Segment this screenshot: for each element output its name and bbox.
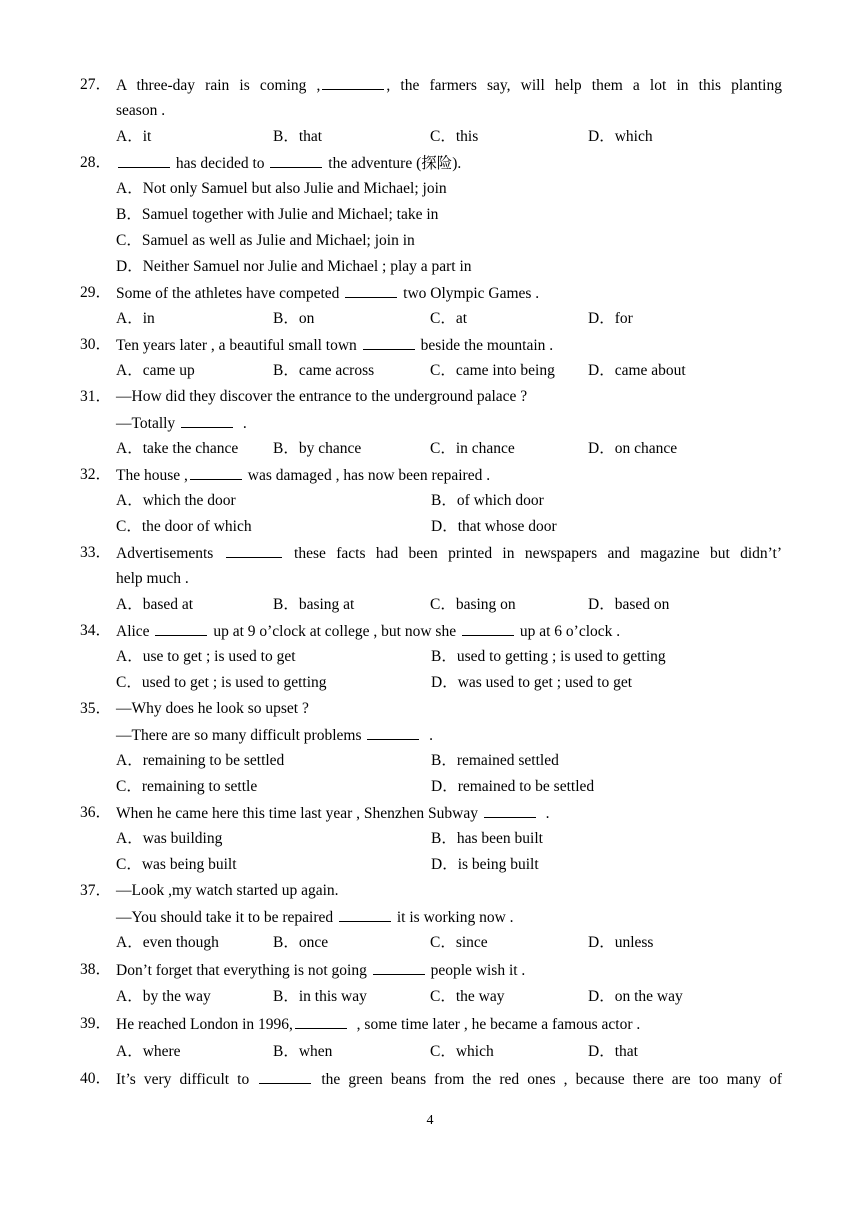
question-37-option-a: A．even though	[116, 934, 219, 951]
question-35-line-2	[116, 725, 433, 746]
answer-blank	[462, 621, 514, 636]
question-27-stem-part-1: A three-day rain is coming ,	[116, 77, 321, 94]
question-27-option-d: D．which	[588, 128, 653, 145]
question-31-option-d: D．on chance	[588, 440, 678, 457]
question-30-number: 30．	[80, 336, 112, 353]
question-34-option-c: C．used to get ; is used to getting	[116, 674, 327, 691]
question-30-stem	[116, 335, 553, 356]
question-33-stem	[116, 543, 782, 564]
question-27-number: 27．	[80, 76, 112, 93]
question-28-stem	[116, 153, 461, 174]
question-37-number: 37．	[80, 882, 112, 899]
question-31-line-2-part-2: .	[242, 415, 247, 432]
question-38-number: 38．	[80, 961, 112, 978]
question-34-number: 34．	[80, 622, 112, 639]
question-34-option-d: D．was used to get ; used to get	[431, 674, 633, 691]
question-31-option-a: A．take the chance	[116, 440, 239, 457]
answer-blank	[118, 153, 170, 168]
question-31-line-2-part-1: —Totally	[116, 415, 176, 432]
question-38-option-d: D．on the way	[588, 988, 683, 1005]
question-28-option-b: B．Samuel together with Julie and Michael; take in	[116, 206, 439, 223]
answer-blank	[295, 1014, 347, 1029]
question-28-option-a: A．Not only Samuel but also Julie and Michael; join	[116, 180, 447, 197]
question-37-option-d: D．unless	[588, 934, 654, 951]
question-36-option-a: A．was building	[116, 830, 223, 847]
question-28-option-d: D．Neither Samuel nor Julie and Michael ; play a part in	[116, 258, 472, 275]
question-38-stem-part-2: people wish it .	[430, 962, 526, 979]
question-30-stem-part-2: beside the mountain .	[420, 337, 554, 354]
question-39-option-a: A．where	[116, 1043, 181, 1060]
answer-blank	[190, 465, 242, 480]
answer-blank	[259, 1069, 311, 1084]
question-27-option-b: B．that	[273, 128, 323, 145]
question-34-option-a: A．use to get ; is used to get	[116, 648, 296, 665]
question-27-option-c: C．this	[430, 128, 479, 145]
question-35-option-c: C．remaining to settle	[116, 778, 258, 795]
question-27-stem-continued: season .	[116, 102, 166, 119]
question-29-stem-part-2: two Olympic Games .	[403, 285, 540, 302]
answer-blank	[367, 725, 419, 740]
question-35-line-2-part-2: .	[429, 727, 433, 744]
answer-blank	[226, 543, 282, 558]
question-40-stem	[116, 1069, 782, 1090]
question-33-stem-part-1: Advertisements	[116, 545, 214, 562]
question-32-stem-part-2: was damaged , has now been repaired .	[247, 467, 491, 484]
question-31-line-2	[116, 413, 247, 434]
answer-blank	[363, 335, 415, 350]
question-34-stem-part-1: Alice	[116, 623, 150, 640]
question-38-stem	[116, 960, 525, 981]
question-38-stem-part-1: Don’t forget that everything is not going	[116, 962, 367, 979]
question-28-option-c: C．Samuel as well as Julie and Michael; join in	[116, 232, 415, 249]
question-35-number: 35．	[80, 700, 112, 717]
question-32-option-a: A．which the door	[116, 492, 236, 509]
question-36-number: 36．	[80, 804, 112, 821]
question-34-option-b: B．used to getting ; is used to getting	[431, 648, 666, 665]
question-28-stem-part-1: has decided to	[175, 155, 265, 172]
question-27-option-a: A．it	[116, 128, 152, 145]
question-31-line-1: —How did they discover the entrance to the underground palace ?	[116, 388, 528, 405]
question-33-option-a: A．based at	[116, 596, 194, 613]
question-32-option-b: B．of which door	[431, 492, 544, 509]
question-30-option-a: A．came up	[116, 362, 195, 379]
question-34-stem-part-2: up at 9 o’clock at college , but now she	[213, 623, 457, 640]
question-31-number: 31．	[80, 388, 112, 405]
question-30-option-d: D．came about	[588, 362, 686, 379]
question-32-option-d: D．that whose door	[431, 518, 557, 535]
question-39-option-c: C．which	[430, 1043, 494, 1060]
question-34-stem	[116, 621, 620, 642]
question-40-stem-part-2: the green beans from the red ones , because there are too many of	[321, 1071, 782, 1088]
question-28-stem-part-2: the adventure (探险).	[328, 155, 462, 172]
question-33-stem-part-2: these facts had been printed in newspapers and magazine but didn’t’	[294, 545, 783, 562]
question-37-line-2-part-2: it is working now .	[396, 909, 514, 926]
question-35-line-2-part-1: —There are so many difficult problems	[116, 727, 362, 744]
question-37-line-2-part-1: —You should take it to be repaired	[116, 909, 334, 926]
answer-blank	[155, 621, 207, 636]
question-31-option-c: C．in chance	[430, 440, 515, 457]
question-33-number: 33．	[80, 544, 112, 561]
question-29-option-c: C．at	[430, 310, 468, 327]
question-29-option-a: A．in	[116, 310, 155, 327]
question-34-stem-part-3: up at 6 o’clock .	[519, 623, 621, 640]
question-29-option-b: B．on	[273, 310, 315, 327]
question-32-number: 32．	[80, 466, 112, 483]
question-33-option-c: C．basing on	[430, 596, 516, 613]
question-37-option-b: B．once	[273, 934, 329, 951]
page-number: 4	[426, 1113, 434, 1128]
answer-blank	[270, 153, 322, 168]
question-28-number: 28．	[80, 154, 112, 171]
question-39-stem-part-2: , some time later , he became a famous actor .	[356, 1016, 641, 1033]
question-35-option-d: D．remained to be settled	[431, 778, 595, 795]
question-30-stem-part-1: Ten years later , a beautiful small town	[116, 337, 357, 354]
question-32-option-c: C．the door of which	[116, 518, 252, 535]
question-29-stem	[116, 283, 539, 304]
answer-blank	[181, 413, 233, 428]
question-40-number: 40．	[80, 1070, 112, 1087]
question-33-stem-continued: help much .	[116, 570, 189, 587]
answer-blank	[484, 803, 536, 818]
question-29-stem-part-1: Some of the athletes have competed	[116, 285, 340, 302]
question-27-stem	[116, 75, 782, 96]
question-39-number: 39．	[80, 1015, 112, 1032]
question-35-option-b: B．remained settled	[431, 752, 559, 769]
answer-blank	[339, 907, 391, 922]
question-32-stem	[116, 465, 490, 486]
question-33-option-b: B．basing at	[273, 596, 355, 613]
question-36-option-c: C．was being built	[116, 856, 237, 873]
question-36-stem	[116, 803, 549, 824]
question-31-option-b: B．by chance	[273, 440, 362, 457]
question-39-stem	[116, 1014, 640, 1035]
question-30-option-c: C．came into being	[430, 362, 555, 379]
question-35-line-1: —Why does he look so upset ?	[116, 700, 309, 717]
answer-blank	[373, 960, 425, 975]
question-29-number: 29．	[80, 284, 112, 301]
answer-blank	[345, 283, 397, 298]
question-38-option-c: C．the way	[430, 988, 505, 1005]
question-40-stem-part-1: It’s very difficult to	[116, 1071, 250, 1088]
question-29-option-d: D．for	[588, 310, 633, 327]
question-38-option-a: A．by the way	[116, 988, 211, 1005]
answer-blank	[322, 75, 384, 90]
question-39-option-b: B．when	[273, 1043, 333, 1060]
question-32-stem-part-1: The house ,	[116, 467, 188, 484]
question-27-stem-part-2: , the farmers say, will help them a lot in this planting	[386, 77, 782, 94]
question-37-line-1: —Look ,my watch started up again.	[116, 882, 339, 899]
question-36-stem-part-2: .	[545, 805, 550, 822]
question-33-option-d: D．based on	[588, 596, 670, 613]
question-39-stem-part-1: He reached London in 1996,	[116, 1016, 293, 1033]
question-36-option-d: D．is being built	[431, 856, 539, 873]
question-38-option-b: B．in this way	[273, 988, 367, 1005]
question-36-option-b: B．has been built	[431, 830, 543, 847]
question-37-line-2	[116, 907, 514, 928]
question-30-option-b: B．came across	[273, 362, 375, 379]
question-39-option-d: D．that	[588, 1043, 638, 1060]
question-37-option-c: C．since	[430, 934, 488, 951]
question-36-stem-part-1: When he came here this time last year , Shenzhen Subway	[116, 805, 478, 822]
question-35-option-a: A．remaining to be settled	[116, 752, 285, 769]
